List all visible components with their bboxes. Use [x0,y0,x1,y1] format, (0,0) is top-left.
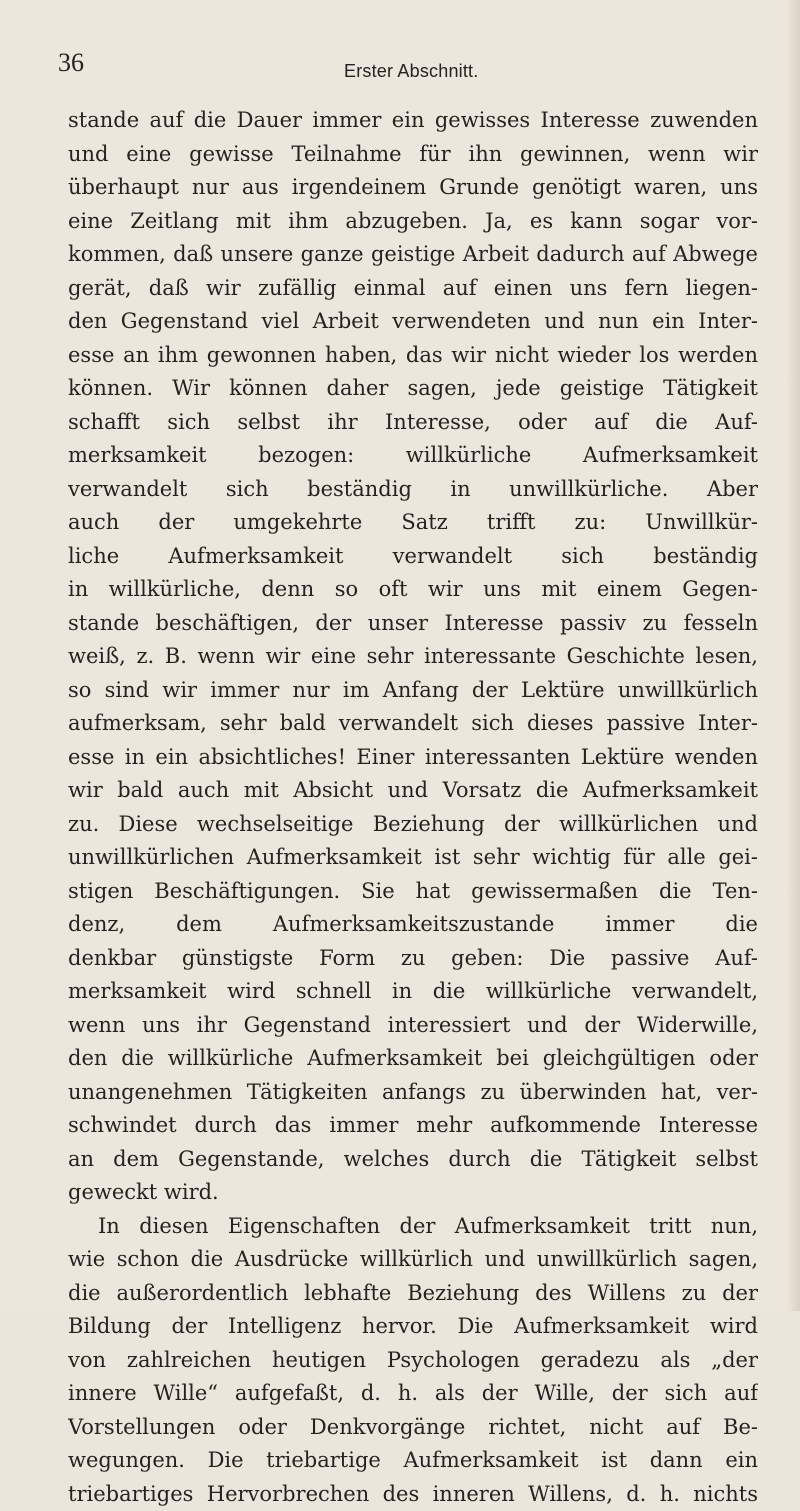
text-line: von zahlreichen heutigen Psychologen geradezu als „der [68,1344,758,1378]
text-line: liche Aufmerksamkeit verwandelt sich beständig [68,540,758,574]
text-line: denz, dem Aufmerksamkeitszustande immer die [68,908,758,942]
text-line: gerät, daß wir zufällig einmal auf einen uns fern liegen- [68,272,758,306]
text-line: stande auf die Dauer immer ein gewisses Interesse zuwenden [68,104,758,138]
text-line: den die willkürliche Aufmerksamkeit bei gleichgültigen oder [68,1042,758,1076]
text-line: in willkürliche, denn so oft wir uns mit einem Gegen- [68,573,758,607]
text-line: unwillkürlichen Aufmerksamkeit ist sehr wichtig für alle gei- [68,841,758,875]
text-line: die außerordentlich lebhafte Beziehung des Willens zu der [68,1277,758,1311]
text-line: eine Zeitlang mit ihm abzugeben. Ja, es kann sogar vor- [68,205,758,239]
text-line: zu. Diese wechselseitige Beziehung der willkürlichen und [68,808,758,842]
text-line: und eine gewisse Teilnahme für ihn gewinnen, wenn wir [68,138,758,172]
text-line: esse an ihm gewonnen haben, das wir nicht wieder los werden [68,339,758,373]
text-line: wir bald auch mit Absicht und Vorsatz die Aufmerksamkeit [68,774,758,808]
text-line: stigen Beschäftigungen. Sie hat gewissermaßen die Ten- [68,875,758,909]
page-number: 36 [58,48,84,78]
text-line: stande beschäftigen, der unser Interesse passiv zu fesseln [68,607,758,641]
paragraph-end-line: geweckt wird. [68,1176,758,1210]
running-head: Erster Abschnitt. [344,60,478,82]
text-line: so sind wir immer nur im Anfang der Lektüre unwillkürlich [68,674,758,708]
text-line: weiß, z. B. wenn wir eine sehr interessante Geschichte lesen, [68,640,758,674]
text-line: schwindet durch das immer mehr aufkommende Interesse [68,1109,758,1143]
text-line: aufmerksam, sehr bald verwandelt sich dieses passive Inter- [68,707,758,741]
text-line: überhaupt nur aus irgendeinem Grunde genötigt waren, uns [68,171,758,205]
text-line: unangenehmen Tätigkeiten anfangs zu überwinden hat, ver- [68,1076,758,1110]
page-edge-shadow [786,0,800,1311]
text-line: schafft sich selbst ihr Interesse, oder auf die Auf- [68,406,758,440]
text-line: innere Wille“ aufgefaßt, d. h. als der Wille, der sich auf [68,1377,758,1411]
text-line: den Gegenstand viel Arbeit verwendeten und nun ein Inter- [68,305,758,339]
text-line: denkbar günstigste Form zu geben: Die passive Auf- [68,942,758,976]
text-line: auch der umgekehrte Satz trifft zu: Unwillkür- [68,506,758,540]
text-line: wegungen. Die triebartige Aufmerksamkeit ist dann ein [68,1444,758,1478]
text-line: an dem Gegenstande, welches durch die Tätigkeit selbst [68,1143,758,1177]
text-line: esse in ein absichtliches! Einer interessanten Lektüre wenden [68,741,758,775]
text-line: Vorstellungen oder Denkvorgänge richtet, nicht auf Be- [68,1411,758,1445]
text-line: merksamkeit wird schnell in die willkürliche verwandelt, [68,975,758,1009]
text-line: wie schon die Ausdrücke willkürlich und unwillkürlich sagen, [68,1243,758,1277]
page-header [58,48,758,88]
text-line: Bildung der Intelligenz hervor. Die Aufmerksamkeit wird [68,1310,758,1344]
body-text [68,104,758,1511]
text-line: verwandelt sich beständig in unwillkürliche. Aber [68,473,758,507]
text-line: wenn uns ihr Gegenstand interessiert und der Widerwille, [68,1009,758,1043]
text-line: können. Wir können daher sagen, jede geistige Tätigkeit [68,372,758,406]
text-line: merksamkeit bezogen: willkürliche Aufmerksamkeit [68,439,758,473]
paragraph-start-line: In diesen Eigenschaften der Aufmerksamkeit tritt nun, [68,1210,758,1244]
text-line: triebartiges Hervorbrechen des inneren Willens, d. h. nichts [68,1478,758,1511]
text-line: kommen, daß unsere ganze geistige Arbeit dadurch auf Abwege [68,238,758,272]
